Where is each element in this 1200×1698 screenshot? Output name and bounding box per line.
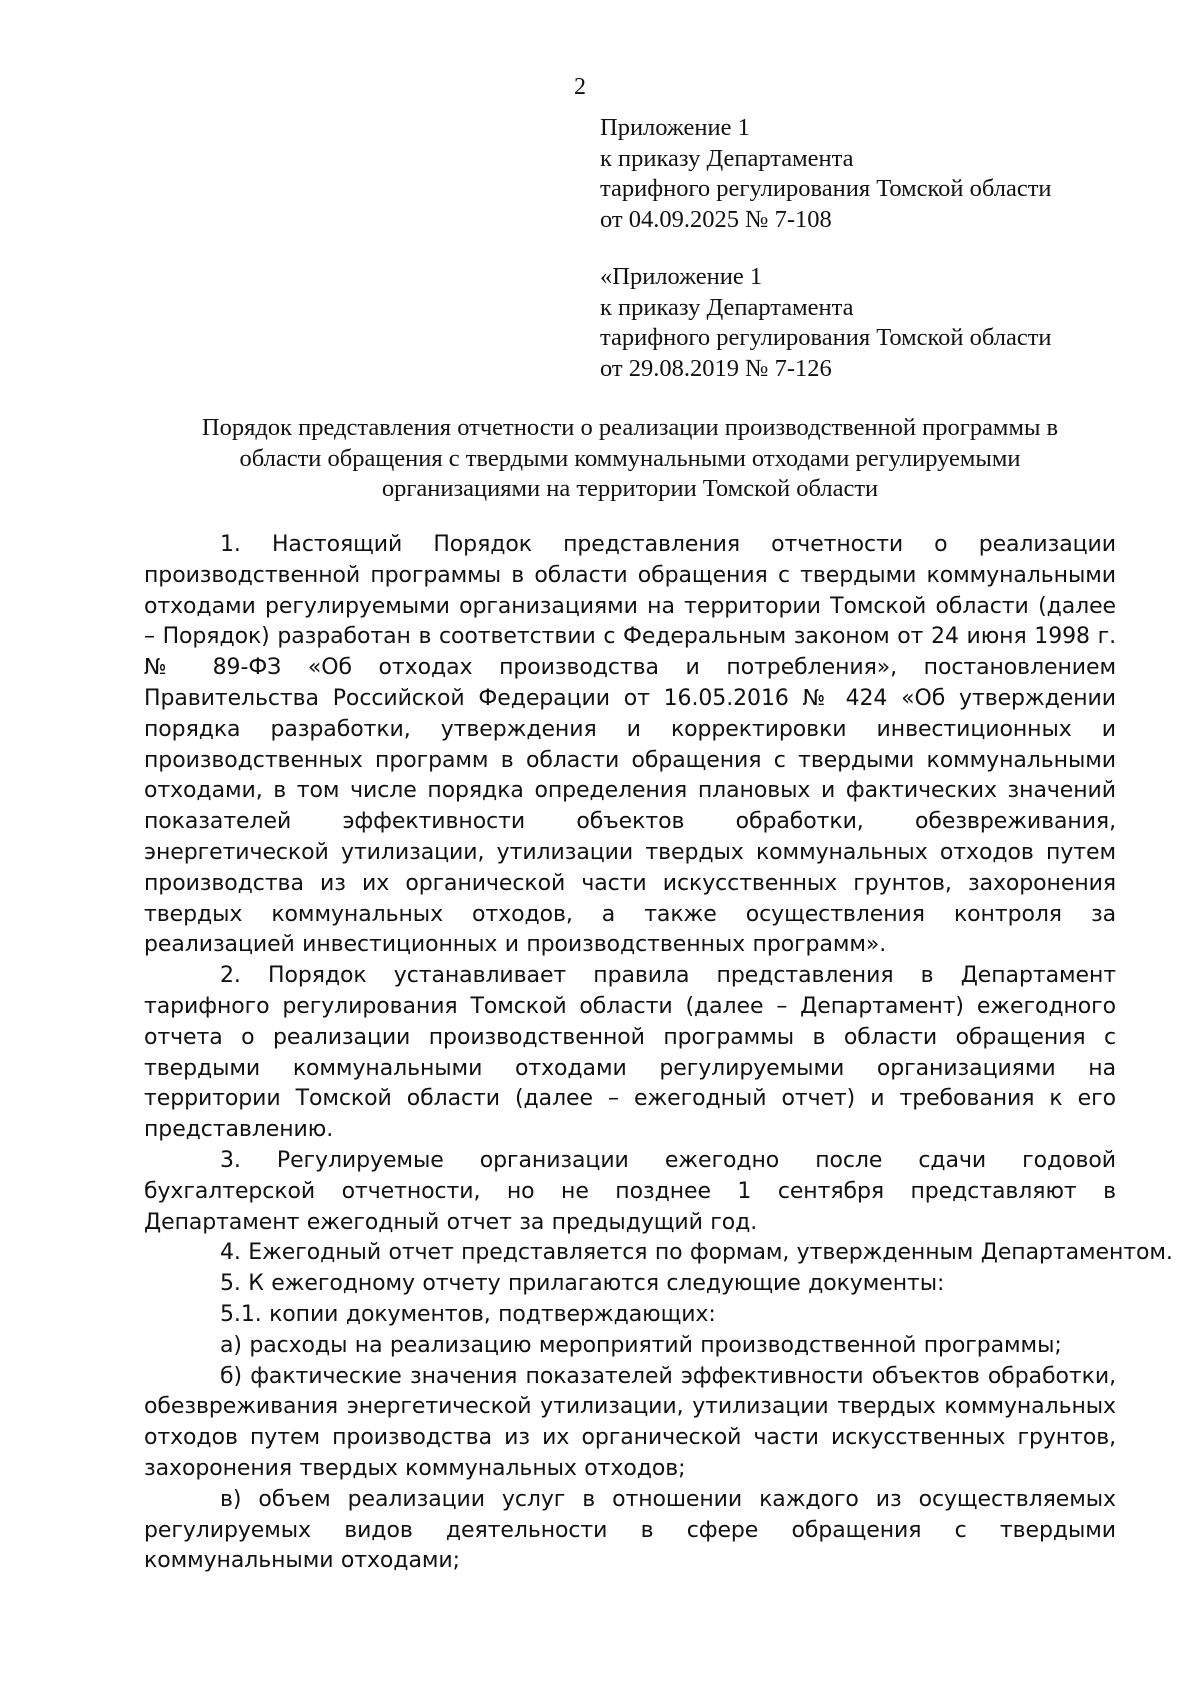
document-title [150, 413, 1110, 505]
previous-appendix-date-number: от 29.08.2019 № 7-126 [600, 354, 832, 382]
paragraph-2: 2. Порядок устанавливает правила представления в Департамент тарифного регулирования Томской области (далее – Департамент) ежегодного отчета о реализации производственной программы в области обращения с твердыми коммунальными отходами регулируемыми организациями на территории Томской области (далее – ежегодный отчет) и требования к его представлению. [144, 963, 1116, 1143]
previous-appendix-order-reference: к приказу Департамента [600, 293, 854, 321]
document-body [144, 530, 1173, 1577]
subparagraph-a: а) расходы на реализацию мероприятий производственной программы; [220, 1332, 1062, 1358]
paragraph-3: 3. Регулируемые организации ежегодно после сдачи годовой бухгалтерской отчетности, но не позднее 1 сентября представляют в Департамент ежегодный отчет за предыдущий год. [144, 1147, 1116, 1235]
appendix-order-reference: к приказу Департамента [600, 144, 854, 172]
paragraph-5: 5. К ежегодному отчету прилагаются следующие документы: [220, 1271, 945, 1297]
page-number: 2 [574, 74, 586, 100]
appendix-label: Приложение 1 [600, 114, 750, 141]
document-title-line: организациями на территории Томской области [381, 475, 879, 502]
appendix-department: тарифного регулирования Томской области [600, 175, 1052, 202]
previous-appendix-label: «Приложение 1 [600, 263, 763, 290]
document-title-line: Порядок представления отчетности о реализации производственной программы в [201, 414, 1059, 441]
appendix-date-number: от 04.09.2025 № 7-108 [600, 205, 832, 233]
appendix-reference-current [600, 113, 1120, 235]
previous-appendix-department: тарифного регулирования Томской области [600, 324, 1052, 351]
subparagraph-b: б) фактические значения показателей эффективности объектов обработки, обезвреживания энергетической утилизации, утилизации твердых коммунальных отходов путем производства из их органической части искусственных грунтов, захоронения твердых коммунальных отходов; [144, 1363, 1116, 1481]
document-title-line: области обращения с твердыми коммунальными отходами регулируемыми [239, 444, 1021, 472]
appendix-reference-previous [600, 262, 1120, 384]
paragraph-5-1: 5.1. копии документов, подтверждающих: [220, 1301, 716, 1327]
paragraph-1: 1. Настоящий Порядок представления отчетности о реализации производственной программы в области обращения с твердыми коммунальными отходами регулируемыми организациями на территории Томской области (далее – Порядок) разработан в соответствии с Федеральным законом от 24 июня 1998 г. № 89-ФЗ «Об отходах производства и потребления», постановлением Правительства Российской Федерации от 16.05.2016 № 424 «Об утверждении порядка разработки, утверждения и корректировки инвестиционных и производственных программ в области обращения с твердыми коммунальными отходами, в том числе порядка определения плановых и фактических значений показателей эффективности объектов обработки, обезвреживания, энергетической утилизации, утилизации твердых коммунальных отходов путем производства из их органической части искусственных грунтов, захоронения твердых коммунальных отходов, а также осуществления контроля за реализацией инвестиционных и производственных программ». [144, 532, 1116, 958]
subparagraph-v: в) объем реализации услуг в отношении каждого из осуществляемых регулируемых видов деятельности в сфере обращения с твердыми коммунальными отходами; [144, 1486, 1116, 1574]
paragraph-4: 4. Ежегодный отчет представляется по формам, утвержденным Департаментом. [220, 1240, 1173, 1266]
